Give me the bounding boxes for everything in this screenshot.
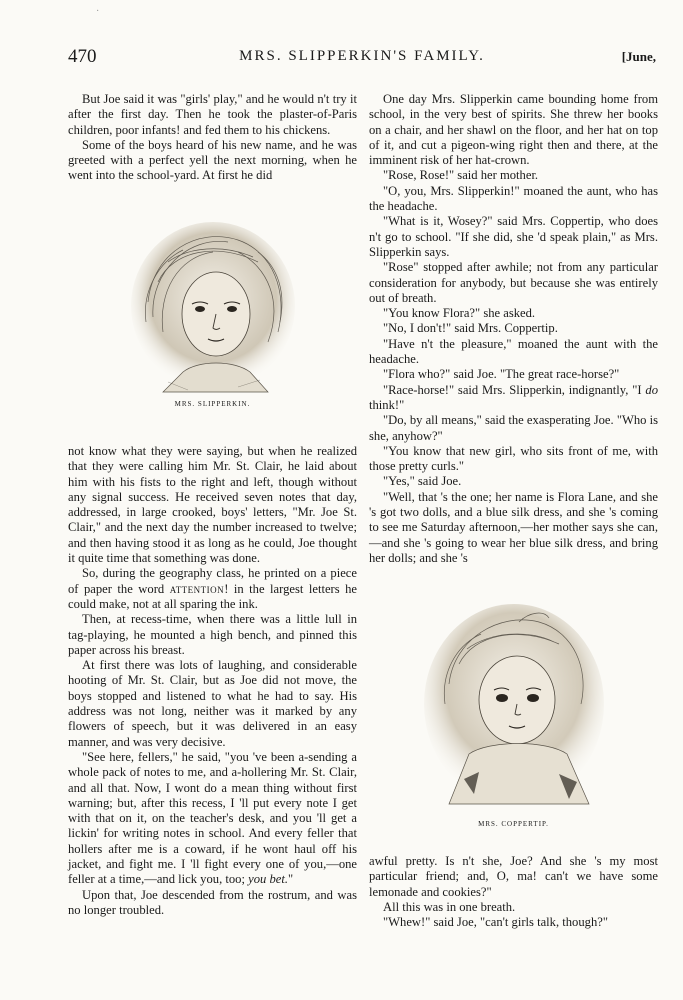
paragraph: "Rose, Rose!" said her mother. xyxy=(383,168,539,183)
figure-mrs-coppertip xyxy=(369,604,658,828)
paragraph: Upon that, Joe descended from the rostrum, and was no longer troubled. xyxy=(68,887,357,917)
left-column-bottom xyxy=(68,444,357,918)
paragraph: All this was in one breath. xyxy=(383,899,516,914)
paragraph: "Do, by all means," said the exasperating Joe. "Who is she, anyhow?" xyxy=(369,413,658,443)
figure-mrs-slipperkin xyxy=(68,222,357,408)
figure-caption: MRS. SLIPPERKIN. xyxy=(174,400,251,408)
paragraph: not know what they were saying, but when he realized that they were calling him Mr. St. Clair, he laid about him with his fists to the right and left, though without any signal success. He received seven notes that day, addressed, in large crooked, boys' letters, "Mr. Joe St. Clair," and the next day the number increased to twelve; and then having stood it as long as he could, Joe thought it quite time that something was done. xyxy=(68,444,357,566)
paragraph: "See here, fellers," he said, "you 've been a-sending a whole pack of notes to me, and a-hollering Mr. St. Clair, and all that. Now, I wont do a mean thing without first warning; but, after this recess, I 'll put every note I get with that on it, on the teacher's desk, and you 'll get a lickin' for writing notes in school. And every feller that hollers after me is a coward, if he wont haul off his jacket, and fight me. I 'll fight every one of you,—one feller at a time,—and lick you, too; you bet." xyxy=(68,749,357,887)
attention-word: attention xyxy=(169,581,225,596)
right-column-bottom xyxy=(369,854,658,930)
paragraph: At first there was lots of laughing, and considerable hooting of Mr. St. Clair, but as Joe did not move, the boys stopped and listened to what he had to say. His address was not long, neither was it marked by any flowers of speech, but it was delivered in an easy manner, and was very decisive. xyxy=(68,658,357,749)
paragraph: "No, I don't!" said Mrs. Coppertip. xyxy=(383,321,558,336)
figure-caption: MRS. COPPERTIP. xyxy=(478,820,549,828)
page-speck: · xyxy=(96,6,100,17)
page-number: 470 xyxy=(68,46,97,67)
paragraph: "Well, that 's the one; her name is Flora Lane, and she 's got two dolls, and a blue silk dress, and she 's coming to see me Saturday afternoon,—her mother says she can,—and she 's going to wear her blue silk dress, and bring her dolls; and she 's xyxy=(369,489,658,565)
paragraph: "Rose" stopped after awhile; not from any particular consideration for anybody, but because she was entirely out of breath. xyxy=(369,260,658,305)
paragraph: "You know Flora?" she asked. xyxy=(383,306,536,321)
girl-portrait-engraving-icon xyxy=(128,222,298,394)
paragraph: "Have n't the pleasure," moaned the aunt with the headache. xyxy=(369,336,658,367)
left-column-top xyxy=(68,92,357,184)
paragraph: "Flora who?" said Joe. "The great race-horse?" xyxy=(383,367,620,382)
paragraph: "What is it, Wosey?" said Mrs. Coppertip, who does n't go to school. "If she did, she 'd speak plain," as Mrs. Slipperkin says. xyxy=(369,214,658,259)
running-month: [June, xyxy=(621,49,656,64)
paragraph: "Whew!" said Joe, "can't girls talk, though?" xyxy=(383,915,608,930)
paragraph: Some of the boys heard of his new name, and he was greeted with a perfect yell the next morning, when he went into the school-yard. At first he did xyxy=(68,137,357,183)
right-column-top xyxy=(369,92,658,566)
paragraph: "You know that new girl, who sits front of me, with those pretty curls." xyxy=(369,443,658,474)
paragraph: "Yes," said Joe. xyxy=(383,474,462,489)
running-title: MRS. SLIPPERKIN'S FAMILY. xyxy=(239,48,485,64)
paragraph: "Race-horse!" said Mrs. Slipperkin, indignantly, "I do think!" xyxy=(369,382,658,412)
paragraph: But Joe said it was "girls' play," and he would n't try it after the first day. Then he took the plaster-of-Paris children, poor infants! and fed them to his chickens. xyxy=(68,92,357,137)
paragraph: One day Mrs. Slipperkin came bounding home from school, in the very best of spirits. She threw her books on a chair, and her shawl on the floor, and her hat on top of it, and cut a pigeon-wing right then and there, at the imminent risk of her hat-crown. xyxy=(369,92,658,168)
toddler-portrait-engraving-icon xyxy=(419,604,609,814)
paragraph: So, during the geography class, he printed on a piece of paper the word attention! in the largest letters he could make, not at all sparing the ink. xyxy=(68,566,357,611)
paragraph: "O, you, Mrs. Slipperkin!" moaned the aunt, who has the headache. xyxy=(369,183,658,214)
paragraph: Then, at recess-time, when there was a little lull in tag-playing, he mounted a high bench, and pinned this paper across his breast. xyxy=(68,612,357,657)
paragraph: awful pretty. Is n't she, Joe? And she 's my most particular friend; and, O, ma! can't we have some lemonade and cookies?" xyxy=(369,854,658,899)
running-header xyxy=(68,46,656,68)
